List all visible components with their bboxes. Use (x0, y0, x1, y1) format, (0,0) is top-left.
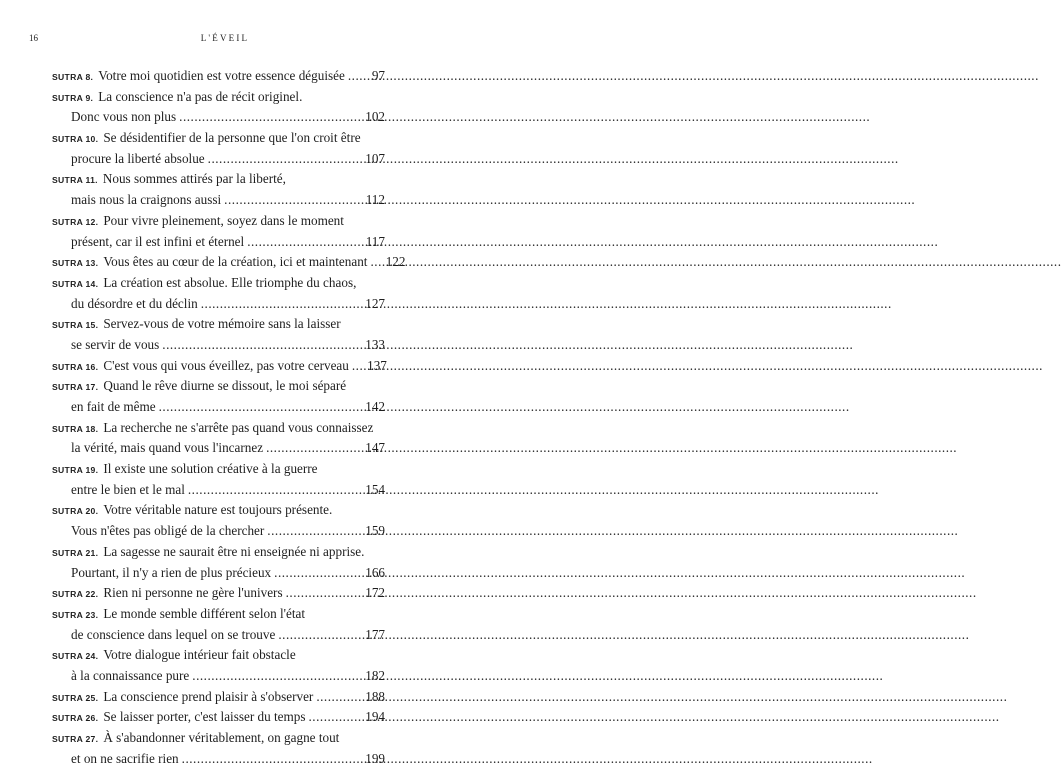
toc-line (52, 397, 385, 418)
toc-line (52, 356, 385, 377)
sutra-label: SUTRA 23. (52, 609, 99, 620)
toc-entry (52, 459, 385, 500)
toc-entry (52, 687, 385, 708)
entry-page-number: 188 (365, 688, 385, 704)
sutra-label: SUTRA 8. (52, 72, 94, 82)
toc-line (52, 128, 385, 149)
entry-title: Rien ni personne ne gère l'univers (103, 585, 283, 601)
entry-title: La conscience prend plaisir à s'observer (103, 688, 314, 704)
entry-title: et on ne sacrifie rien (71, 750, 179, 766)
toc-line (52, 604, 385, 625)
entry-title: à la connaissance pure (71, 667, 190, 683)
dot-leader (208, 149, 360, 170)
toc-entry (52, 583, 385, 604)
toc-entry (52, 273, 385, 314)
dot-leader (159, 397, 360, 418)
entry-page-number: 182 (365, 667, 385, 683)
toc-entry (52, 169, 385, 210)
toc-line (52, 459, 385, 480)
entry-page-number: 159 (365, 523, 385, 539)
entry-title: la vérité, mais quand vous l'incarnez (71, 440, 264, 456)
toc-line (52, 294, 385, 315)
toc-line (52, 418, 385, 439)
toc-line (52, 252, 406, 273)
toc-entry (52, 604, 385, 645)
entry-page-number: 137 (367, 357, 387, 373)
entry-page-number: 147 (365, 440, 385, 456)
toc-line (52, 542, 385, 563)
page-header (29, 31, 421, 45)
toc-entry (52, 376, 385, 417)
toc-entry (52, 211, 385, 252)
entry-page-number: 102 (365, 109, 385, 125)
toc-entry (52, 500, 385, 541)
entry-title: du désordre et du déclin (71, 295, 198, 311)
entry-page-number: 142 (365, 399, 385, 414)
entry-title: de conscience dans lequel on se trouve (71, 626, 276, 642)
entry-title: La sagesse ne saurait être ni enseignée ni apprise. (103, 543, 365, 559)
toc-line (52, 87, 385, 108)
entry-title: en fait de même (71, 399, 156, 414)
toc-entry (52, 728, 385, 769)
sutra-label: SUTRA 15. (52, 320, 99, 331)
sutra-label: SUTRA 27. (52, 734, 99, 744)
toc-line (52, 376, 385, 397)
entry-title: présent, car il est infini et éternel (71, 233, 245, 249)
dot-leader (348, 66, 360, 87)
dot-leader (192, 666, 360, 687)
entry-title: entre le bien et le mal (71, 481, 185, 497)
toc-line (52, 66, 385, 87)
entry-title: se servir de vous (71, 336, 160, 352)
dot-leader (266, 438, 360, 459)
entry-title: La création est absolue. Elle triomphe du chaos, (103, 274, 357, 290)
entry-title: Il existe une solution créative à la guerre (103, 461, 318, 477)
entry-title: Votre véritable nature est toujours présente. (103, 502, 333, 518)
toc-line (52, 666, 385, 687)
entry-title: Pour vivre pleinement, soyez dans le moment (103, 212, 344, 228)
toc-line (52, 687, 385, 708)
sutra-label: SUTRA 10. (52, 134, 99, 145)
dot-leader (188, 480, 360, 501)
sutra-label: SUTRA 18. (52, 423, 99, 434)
sutra-label: SUTRA 24. (52, 651, 99, 662)
toc-line (52, 273, 385, 294)
toc-entry (52, 314, 385, 355)
entry-title: La conscience n'a pas de récit originel. (98, 88, 303, 104)
entry-title: La recherche ne s'arrête pas quand vous connaissez (103, 419, 374, 435)
entry-page-number: 122 (385, 254, 406, 270)
toc-entry (52, 356, 385, 377)
entry-page-number: 199 (365, 750, 385, 766)
entry-title: Le monde semble différent selon l'état (103, 605, 306, 621)
entry-title: Votre moi quotidien est votre essence déguisée (98, 68, 345, 83)
entry-title: Se désidentifier de la personne que l'on croit être (103, 130, 361, 146)
dot-leader (286, 583, 360, 604)
sutra-label: SUTRA 26. (52, 713, 99, 724)
dot-leader (352, 356, 362, 377)
dot-leader (162, 335, 360, 356)
sutra-label: SUTRA 16. (52, 361, 99, 372)
dot-leader (201, 294, 360, 315)
entry-page-number: 154 (365, 481, 385, 497)
toc-line (52, 500, 385, 521)
dot-leader (179, 107, 360, 128)
sutra-label: SUTRA 13. (52, 258, 99, 269)
entry-title: Donc vous non plus (71, 109, 177, 125)
entry-page-number: 194 (365, 709, 385, 725)
toc-line (52, 645, 385, 666)
toc-line (52, 563, 385, 584)
sutra-label: SUTRA 17. (52, 382, 99, 393)
toc-entry (52, 707, 385, 728)
toc-line (52, 707, 385, 728)
entry-title: Servez-vous de votre mémoire sans la laisser (103, 316, 341, 332)
sutra-label: SUTRA 22. (52, 589, 99, 600)
toc-line (52, 625, 385, 646)
toc-line (52, 438, 385, 459)
toc-line (52, 749, 385, 769)
dot-leader (274, 563, 360, 584)
entry-title: Se laisser porter, c'est laisser du temps (103, 709, 306, 725)
toc-line (52, 211, 385, 232)
sutra-label: SUTRA 11. (52, 175, 98, 186)
toc-line (52, 232, 385, 253)
dot-leader (224, 190, 360, 211)
entry-page-number: 127 (365, 295, 385, 311)
toc-entry (52, 128, 385, 169)
sutra-label: SUTRA 12. (52, 216, 99, 227)
toc-line (52, 335, 385, 356)
dot-leader (316, 687, 360, 708)
table-of-contents (52, 66, 406, 769)
entry-page-number: 97 (371, 68, 385, 83)
entry-title: Quand le rêve diurne se dissout, le moi séparé (103, 378, 347, 394)
sutra-label: SUTRA 19. (52, 465, 99, 476)
entry-title: procure la liberté absolue (71, 150, 205, 166)
toc-line (52, 190, 385, 211)
toc-line (52, 149, 385, 170)
toc-entry (52, 542, 385, 583)
entry-page-number: 172 (365, 585, 385, 601)
toc-line (52, 314, 385, 335)
entry-page-number: 117 (365, 233, 385, 249)
entry-page-number: 107 (365, 150, 385, 166)
toc-line (52, 107, 385, 128)
toc-line (52, 480, 385, 501)
page-number: 16 (29, 33, 38, 43)
dot-leader (247, 232, 360, 253)
toc-line (52, 521, 385, 542)
entry-title: Vous n'êtes pas obligé de la chercher (71, 523, 265, 539)
sutra-label: SUTRA 20. (52, 506, 99, 517)
toc-line (52, 583, 385, 604)
entry-title: Nous sommes attirés par la liberté, (102, 171, 286, 187)
dot-leader (278, 625, 360, 646)
sutra-label: SUTRA 21. (52, 547, 99, 558)
dot-leader (267, 521, 360, 542)
entry-title: Vous êtes au cœur de la création, ici et maintenant (103, 254, 368, 270)
entry-title: mais nous la craignons aussi (71, 192, 222, 208)
entry-title: C'est vous qui vous éveillez, pas votre cerveau (103, 357, 349, 373)
entry-page-number: 166 (365, 564, 385, 580)
sutra-label: SUTRA 25. (52, 692, 99, 703)
dot-leader (182, 749, 360, 769)
toc-line (52, 169, 385, 190)
toc-entry (52, 645, 385, 686)
entry-title: Pourtant, il n'y a rien de plus précieux (71, 564, 272, 580)
toc-entry (52, 252, 406, 273)
toc-entry (52, 87, 385, 128)
toc-entry (52, 418, 385, 459)
entry-title: À s'abandonner véritablement, on gagne tout (103, 730, 340, 745)
sutra-label: SUTRA 14. (52, 278, 99, 289)
running-title: L'ÉVEIL (200, 33, 250, 43)
entry-page-number: 133 (365, 336, 385, 352)
entry-page-number: 112 (365, 192, 385, 208)
toc-entry (52, 66, 385, 87)
entry-title: Votre dialogue intérieur fait obstacle (103, 647, 296, 663)
dot-leader (309, 707, 361, 728)
toc-line (52, 728, 385, 749)
sutra-label: SUTRA 9. (52, 92, 94, 103)
dot-leader (370, 252, 380, 273)
entry-page-number: 177 (365, 626, 385, 642)
book-page (0, 0, 450, 766)
